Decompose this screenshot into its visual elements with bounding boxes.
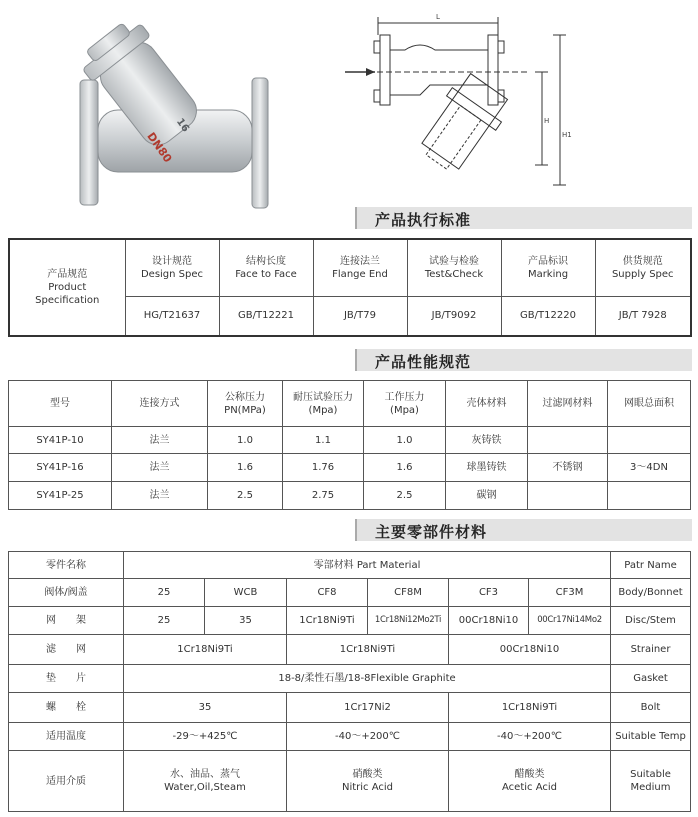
perf-pn: 2.5	[208, 482, 283, 510]
standards-col-header	[219, 239, 313, 296]
header-cn: 试验与检验	[429, 255, 479, 267]
perf-filter-material: 不锈钢	[528, 454, 608, 482]
perf-work: 1.6	[364, 454, 446, 482]
mat-medium-v2	[287, 751, 449, 812]
standards-value: GB/T12220	[501, 296, 595, 336]
perf-pn: 1.0	[208, 427, 283, 454]
perf-body: 碳钢	[446, 482, 528, 510]
mat-header-part-en: Patr Name	[611, 552, 691, 579]
perf-header-pn	[208, 381, 283, 427]
mat-medium-v2-cn: 硝酸类	[352, 769, 383, 780]
perf-header-test-1: 耐压试验压力	[293, 391, 353, 403]
casting-text: DN80	[144, 130, 175, 166]
perf-mesh-empty	[608, 427, 691, 454]
mat-screen-v1: 25	[124, 607, 205, 635]
mat-medium-v1-cn: 水、油品、蒸气	[170, 769, 240, 780]
mat-medium-en-2: Medium	[630, 782, 671, 793]
perf-header-body: 壳体材料	[446, 381, 528, 427]
header-cn: 设计规范	[152, 255, 192, 267]
mat-strainer-cn: 滤 网	[9, 635, 124, 665]
dim-label-H1: H1	[562, 131, 572, 139]
standards-col-header	[407, 239, 501, 296]
mat-strainer-v3: 00Cr18Ni10	[449, 635, 611, 665]
mat-medium-cn: 适用介质	[9, 751, 124, 812]
perf-header-work	[364, 381, 446, 427]
mat-medium-v2-en: Nitric Acid	[341, 782, 394, 793]
mat-strainer-v2: 1Cr18Ni9Ti	[287, 635, 449, 665]
section-title-performance: 产品性能规范	[375, 353, 472, 371]
mat-temp-v2: -40～+200℃	[287, 723, 449, 751]
mat-strainer-en: Strainer	[611, 635, 691, 665]
perf-header-pn-2: PN(MPa)	[224, 404, 266, 416]
standards-row-header-en1: Product	[48, 282, 87, 293]
section-title-materials: 主要零部件材料	[375, 523, 488, 541]
perf-mesh-empty	[608, 482, 691, 510]
dim-label-H: H	[544, 117, 550, 125]
standards-col-header	[501, 239, 595, 296]
perf-model: SY41P-25	[9, 482, 112, 510]
mat-medium-v1	[124, 751, 287, 812]
header-cn: 连接法兰	[340, 255, 380, 267]
mat-bolt-v1: 35	[124, 693, 287, 723]
standards-value: JB/T9092	[407, 296, 501, 336]
mat-body-v2: WCB	[205, 579, 287, 607]
perf-filter-empty	[528, 482, 608, 510]
perf-header-pn-1: 公称压力	[225, 391, 265, 403]
mat-medium-en-1: Suitable	[630, 769, 671, 780]
perf-header-test-2: (Mpa)	[308, 404, 338, 416]
mat-screen-v3: 1Cr18Ni9Ti	[287, 607, 368, 635]
standards-row-header-en2: Specification	[35, 295, 100, 306]
perf-header-filter: 过滤网材料	[528, 381, 608, 427]
mat-medium-en	[611, 751, 691, 812]
header-cn: 结构长度	[246, 255, 286, 267]
mat-temp-cn: 适用温度	[9, 723, 124, 751]
header-cn: 产品标识	[528, 255, 568, 267]
perf-model: SY41P-16	[9, 454, 112, 482]
header-en: Supply Spec	[611, 268, 674, 280]
mat-screen-v5: 00Cr18Ni10	[449, 607, 529, 635]
mat-screen-en: Disc/Stem	[611, 607, 691, 635]
mat-screen-v2: 35	[205, 607, 287, 635]
perf-work: 2.5	[364, 482, 446, 510]
mat-body-v5: CF3	[449, 579, 529, 607]
mat-body-v3: CF8	[287, 579, 368, 607]
mat-body-v4: CF8M	[368, 579, 449, 607]
perf-header-model: 型号	[9, 381, 112, 427]
mat-medium-v3-en: Acetic Acid	[502, 782, 557, 793]
perf-connection: 法兰	[112, 427, 208, 454]
mat-bolt-v2: 1Cr17Ni2	[287, 693, 449, 723]
mat-medium-v3	[449, 751, 611, 812]
mat-bolt-en: Bolt	[611, 693, 691, 723]
mat-medium-v1-en: Water,Oil,Steam	[164, 782, 246, 793]
technical-drawing	[330, 5, 590, 205]
perf-work: 1.0	[364, 427, 446, 454]
perf-header-work-1: 工作压力	[384, 391, 425, 403]
performance-table	[8, 380, 691, 510]
mat-header-material: 零部材料 Part Material	[124, 552, 611, 579]
standards-value: HG/T21637	[125, 296, 219, 336]
casting-text-2: 16	[173, 116, 191, 135]
header-en: Design Spec	[140, 268, 204, 280]
section-title-standards: 产品执行标准	[375, 211, 472, 229]
mat-screen-v4: 1Cr18Ni12Mo2Ti	[368, 607, 449, 635]
mat-header-part-cn: 零件名称	[9, 552, 124, 579]
header-en: Flange End	[332, 268, 388, 280]
mat-temp-en: Suitable Temp	[611, 723, 691, 751]
perf-connection: 法兰	[112, 482, 208, 510]
mat-strainer-v1: 1Cr18Ni9Ti	[124, 635, 287, 665]
mat-medium-v3-cn: 醋酸类	[514, 769, 545, 780]
product-photo	[40, 10, 300, 215]
perf-header-mesh: 网眼总面积	[608, 381, 691, 427]
mat-screen-v6: 00Cr17Ni14Mo2	[529, 607, 611, 635]
perf-connection: 法兰	[112, 454, 208, 482]
mat-bolt-v3: 1Cr18Ni9Ti	[449, 693, 611, 723]
perf-mesh-area: 3～4DN	[608, 454, 691, 482]
standards-col-header	[595, 239, 691, 296]
standards-col-header	[313, 239, 407, 296]
standards-row-header	[9, 239, 125, 336]
materials-table	[8, 551, 691, 812]
perf-pn: 1.6	[208, 454, 283, 482]
mat-screen-cn: 网 架	[9, 607, 124, 635]
header-en: Test&Check	[424, 268, 484, 280]
header-en: Face to Face	[235, 268, 297, 280]
perf-test: 2.75	[283, 482, 364, 510]
mat-temp-v3: -40～+200℃	[449, 723, 611, 751]
standards-value: GB/T12221	[219, 296, 313, 336]
perf-filter-empty	[528, 427, 608, 454]
mat-gasket-en: Gasket	[611, 665, 691, 693]
standards-value: JB/T 7928	[595, 296, 691, 336]
perf-header-connection: 连接方式	[112, 381, 208, 427]
standards-row-header-cn: 产品规范	[47, 269, 88, 280]
mat-temp-v1: -29～+425℃	[124, 723, 287, 751]
perf-body: 球墨铸铁	[446, 454, 528, 482]
standards-value: JB/T79	[313, 296, 407, 336]
dim-label-L: L	[436, 13, 440, 21]
standards-table	[8, 238, 692, 337]
mat-body-v6: CF3M	[529, 579, 611, 607]
standards-col-header	[125, 239, 219, 296]
perf-header-work-2: (Mpa)	[390, 404, 419, 416]
perf-test: 1.1	[283, 427, 364, 454]
mat-gasket-cn: 垫 片	[9, 665, 124, 693]
perf-model: SY41P-10	[9, 427, 112, 454]
mat-gasket-v1: 18-8/柔性石墨/18-8Flexible Graphite	[124, 665, 611, 693]
mat-bolt-cn: 螺 栓	[9, 693, 124, 723]
mat-body-v1: 25	[124, 579, 205, 607]
header-cn: 供货规范	[622, 255, 663, 267]
perf-body: 灰铸铁	[446, 427, 528, 454]
perf-header-test	[283, 381, 364, 427]
perf-test: 1.76	[283, 454, 364, 482]
header-en: Marking	[527, 268, 569, 280]
mat-body-en: Body/Bonnet	[611, 579, 691, 607]
mat-body-cn: 阀体/阀盖	[9, 579, 124, 607]
